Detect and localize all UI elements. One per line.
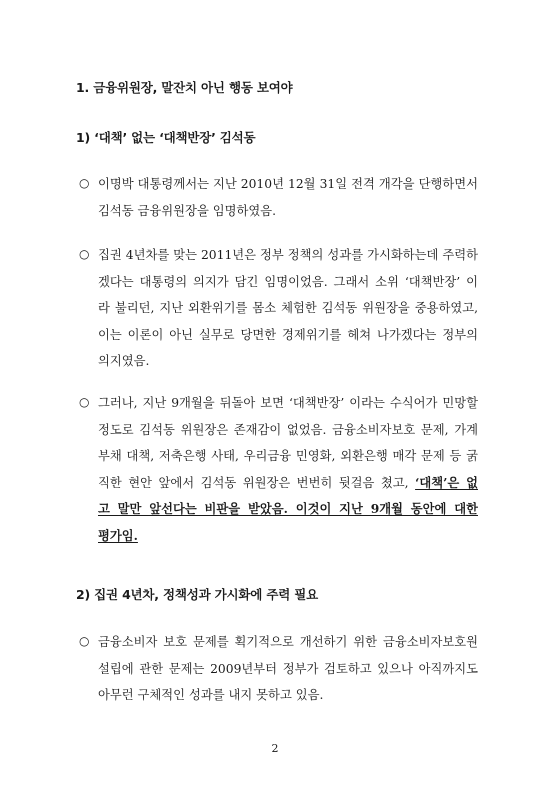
paragraph — [98, 629, 478, 709]
emphasis-line: 평가임. — [98, 527, 138, 543]
paragraph-text: 직한 현안 앞에서 김석동 위원장은 번번히 뒷걸음 쳤고, — [98, 475, 409, 490]
paragraph — [98, 390, 478, 549]
paragraph-line — [98, 470, 478, 497]
subsection-heading: 1) ‘대책’ 없는 ‘대책반장’ 김석동 — [76, 130, 256, 145]
paragraph-line: 집권 4년차를 맞는 2011년은 정부 정책의 성과를 가시화하는데 주력하 — [98, 248, 478, 262]
paragraph-line: 의지였음. — [98, 354, 150, 368]
page-number: 2 — [271, 742, 279, 755]
bullet-marker: ○ — [79, 247, 90, 261]
paragraph-line: 이는 이론이 아닌 실무로 당면한 경제위기를 헤쳐 나가겠다는 정부의 — [98, 327, 478, 342]
paragraph — [98, 171, 478, 224]
subsection-heading: 2) 집권 4년차, 정책성과 가시화에 주력 필요 — [76, 587, 318, 602]
paragraph-line: 정도로 김석동 위원장은 존재감이 없었음. 금융소비자보호 문제, 가계 — [98, 422, 478, 437]
paragraph — [98, 242, 478, 375]
paragraph-line: 금융소비자 보호 문제를 획기적으로 개선하기 위한 금융소비자보호원 — [98, 635, 478, 649]
paragraph-line: 부채 대책, 저축은행 사태, 우리금융 민영화, 외환은행 매각 문제 등 굵 — [98, 449, 478, 463]
paragraph-line: 김석동 금융위원장을 임명하였음. — [98, 203, 277, 218]
section-heading: 1. 금융위원장, 말잔치 아닌 행동 보여야 — [76, 80, 293, 95]
emphasis-text: ‘대책’은 없 — [415, 474, 478, 490]
bullet-marker: ○ — [79, 395, 90, 409]
paragraph-line: 그러나, 지난 9개월을 뒤돌아 보면 ‘대책반장’ 이라는 수식어가 민망할 — [98, 396, 478, 410]
paragraph-line: 겠다는 대통령의 의지가 담긴 임명이었음. 그래서 소위 ‘대책반장’ 이 — [98, 274, 478, 289]
bullet-marker: ○ — [79, 634, 90, 648]
emphasis-line: 고 말만 앞선다는 비판을 받았음. 이것이 지난 9개월 동안에 대한 — [98, 501, 478, 516]
paragraph-line: 이명박 대통령께서는 지난 2010년 12월 31일 전격 개각을 단행하면서 — [98, 177, 478, 191]
paragraph-line: 설립에 관한 문제는 2009년부터 정부가 검토하고 있으나 아직까지도 — [98, 661, 478, 676]
paragraph-line: 아무런 구체적인 성과를 내지 못하고 있음. — [98, 688, 324, 702]
paragraph-line: 라 불리던, 지난 외환위기를 몸소 체험한 김석동 위원장을 중용하였고, — [98, 301, 478, 315]
bullet-marker: ○ — [79, 176, 90, 190]
